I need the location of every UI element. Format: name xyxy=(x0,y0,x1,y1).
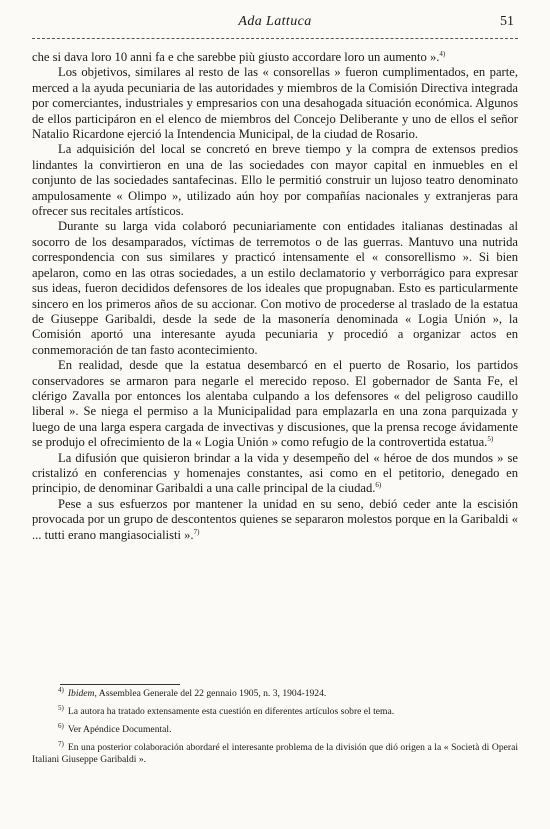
running-title: Ada Lattuca xyxy=(238,14,312,29)
footnote: $^{4)}$ Ibidem, Assemblea Generale del 22 gennaio 1905, n. 3, 1904-1924. xyxy=(58,685,327,699)
footnote: $^{7)}$ En una posterior colaboración abordaré el interesante problema de la división que dió origen a la « Società di Operai Italiani Giuseppe Garibaldi ». xyxy=(32,739,518,765)
page-number: 51 xyxy=(500,14,514,29)
paragraph: Los objetivos, similares al resto de las « consorellas » fueron cumplimentados, en parte, merced a la ayuda pecuniaria de las autoridades y miembros de la Comisión Directiva integrada por comerciantes, industriales y empresarios con una desahogada situación económica. Algunos de ellos participáron en el elenco de miembros del Concejo Deliberante y uno de ellos el señor Natalio Ricardone ejerció la Intendencia Municipal, de la ciudad de Rosario. xyxy=(32,65,518,142)
page-header xyxy=(32,14,518,36)
paragraph: La adquisición del local se concretó en breve tiempo y la compra de extensos predios lindantes la convirtieron en una de las sociedades con mayor capital en inmuebles en el conjunto de las sociedades santafecinas. Ello le permitió construir un lujoso teatro denominato ampulosamente « Olimpo », utilizado aún hoy por compañías nacionales y extranjeras para ofrecer sus recitales artísticos. xyxy=(32,142,518,219)
note-reference: 5) xyxy=(487,434,494,443)
footnote: $^{6)}$ Ver Apéndice Documental. xyxy=(58,721,172,735)
footnote: $^{5)}$ La autora ha tratado extensamente esta cuestión en diferentes artículos sobre el tema. xyxy=(58,703,395,717)
header-rule xyxy=(32,38,518,39)
note-reference: 6) xyxy=(375,481,382,490)
note-reference: 4) xyxy=(439,49,446,58)
paragraph: che si dava loro 10 anni fa e che sarebbe più giusto accordare loro un aumento ».$^{4)}$ xyxy=(32,49,446,64)
paragraph: Durante su larga vida colaboró pecuniariamente con entidades italianas destinadas al socorro de los desamparados, víctimas de terremotos o de las guerras. Mantuvo una nutrida correspondencia con sus similares y practicó intensamente el « consorellismo ». Si bien apelaron, como en las otras sociedades, a un estilo declamatorio y verborrágico para expresar sus ideas, fueron decididos defensores de los ideales que propugnaban. Esto es particularmente sincero en los primeros años de su accionar. Con motivo de procederse al traslado de la estatua de Giuseppe Garibaldi, desde la sede de la masonería denominada « Logia Unión », la Comisión aportó una interesante ayuda pecuniaria y procedió a organizar actos en conmemoración de tan fasto acontecimiento. xyxy=(32,219,518,357)
paragraph: La difusión que quisieron brindar a la vida y desempeño del « héroe de dos mundos » se cristalizó en conferencias y homenajes constantes, asi como en el petitorio, denegado en principio, de denominar Garibaldi a una calle principal de la ciudad.$^{6)}$ xyxy=(32,450,518,496)
note-reference: 7) xyxy=(193,527,200,536)
footnote-rule xyxy=(60,684,180,685)
footnotes xyxy=(32,685,518,772)
paragraph: En realidad, desde que la estatua desembarcó en el puerto de Rosario, los partidos conservadores se armaron para negarle el merecido reposo. El gobernador de Santa Fe, el clérigo Zavalla por entonces los alentaba culpando a los defensores « del peligroso caudillo liberal ». Se niega el permiso a la Municipalidad para emplazarla en una zona parquizada y luego de una larga espera cargada de invectivas y discusiones, que la prensa recoge ávidamente se produjo el ofrecimiento de la « Logia Unión » como refugio de la controvertida estatua.$^{5)}$ xyxy=(32,358,518,450)
body-text xyxy=(32,50,518,543)
paragraph: Pese a sus esfuerzos por mantener la unidad en su seno, debió ceder ante la escisión provocada por un grupo de descontentos quienes se separaron molestos porque en la Garibaldi « ... tutti erano mangiasocialisti ».$^{7)}$ xyxy=(32,496,518,542)
